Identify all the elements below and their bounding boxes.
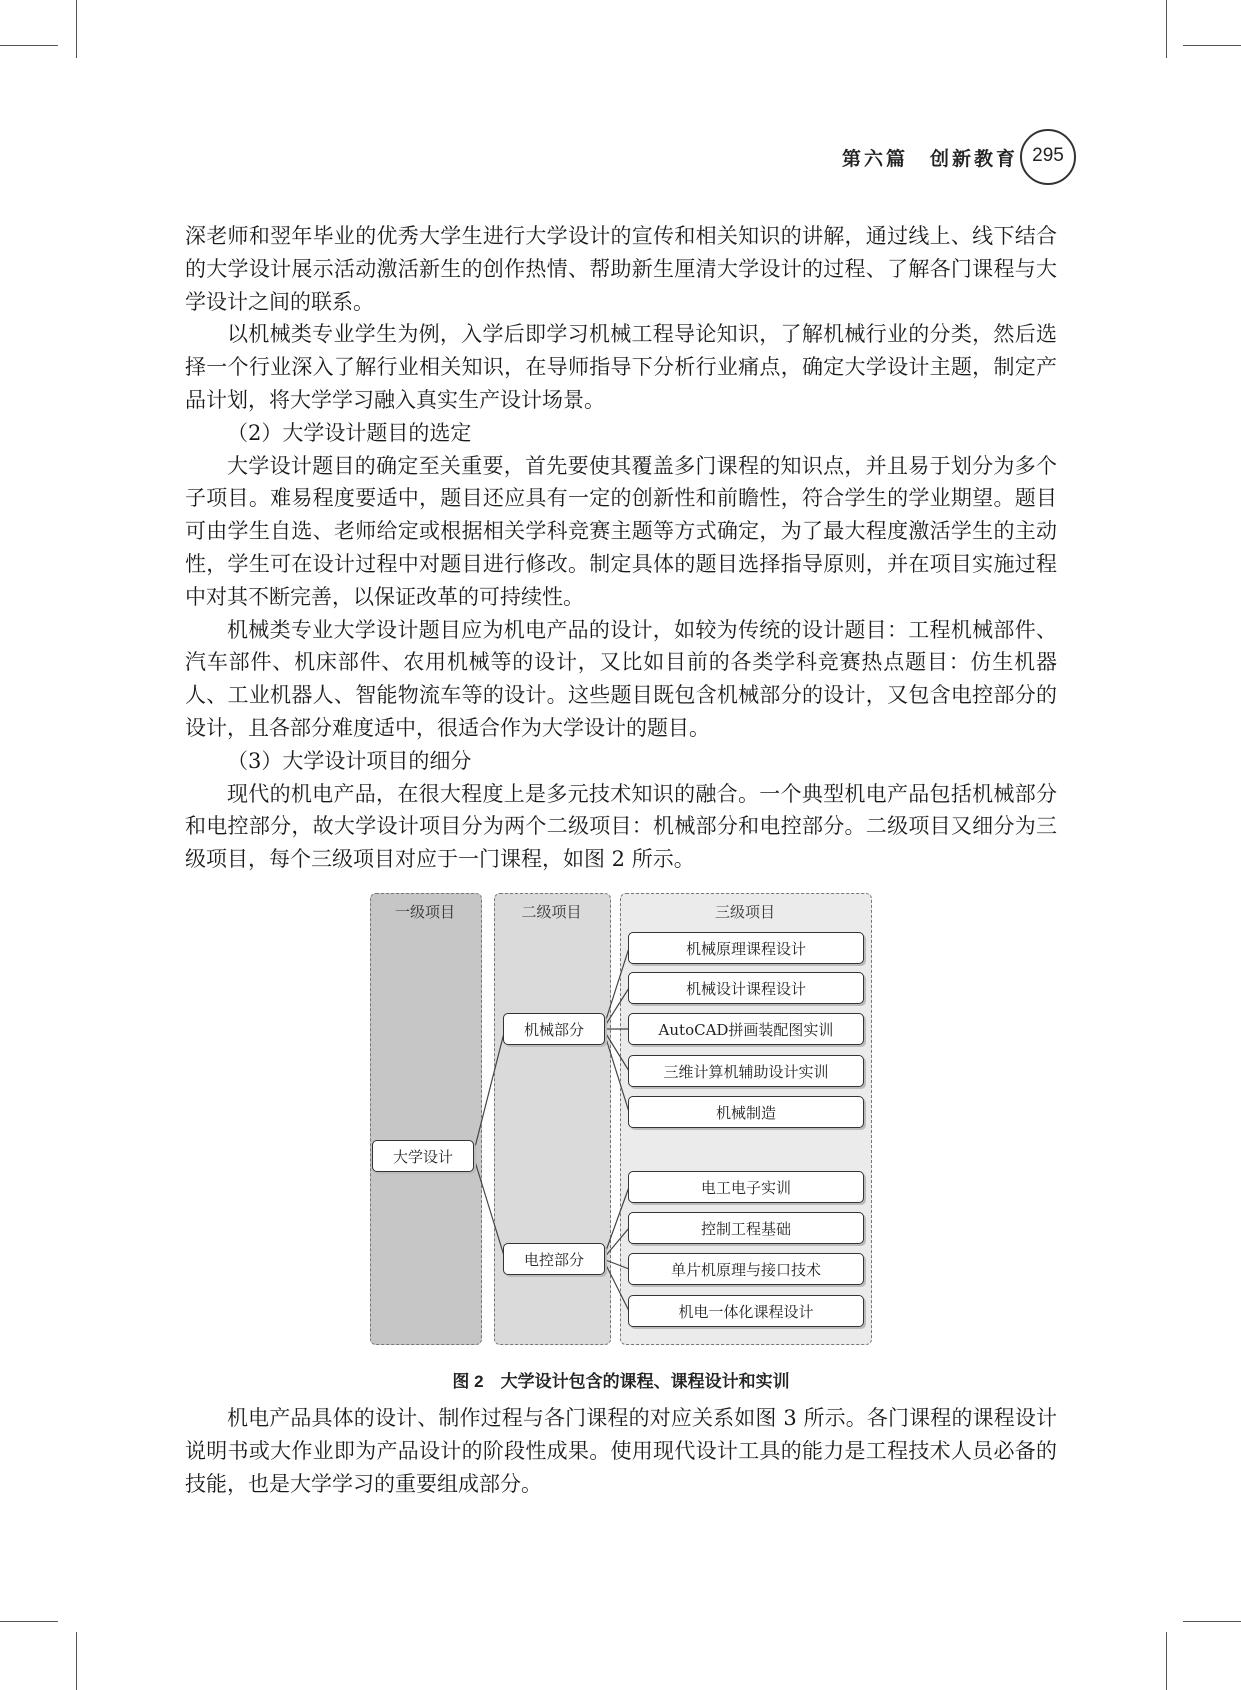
figure-caption: 图 2 大学设计包含的课程、课程设计和实训 bbox=[452, 1372, 790, 1391]
section-heading: （3）大学设计项目的细分 bbox=[227, 748, 472, 773]
paragraph: 现代的机电产品，在很大程度上是多元技术知识的融合。一个典型机电产品包括机械部分和电控部分，故大学设计项目分为两个二级项目：机械部分和电控部分。二级项目又细分为三级项目，每个三级项目对应于一门课程，如图 2 所示。 bbox=[185, 781, 1057, 872]
node-mechanical: 机械部分 bbox=[503, 1013, 605, 1045]
column-header: 一级项目 bbox=[394, 903, 455, 921]
node-course: 机械原理课程设计 bbox=[628, 932, 864, 964]
body-text-after-figure bbox=[185, 1402, 1057, 1500]
crop-mark bbox=[0, 1621, 58, 1622]
crop-mark bbox=[1166, 1632, 1167, 1690]
node-electrical: 电控部分 bbox=[503, 1243, 605, 1275]
paragraph: 机电产品具体的设计、制作过程与各门课程的对应关系如图 3 所示。各门课程的课程设计说明书或大作业即为产品设计的阶段性成果。使用现代设计工具的能力是工程技术人员必备的技能，也是大学学习的重要组成部分。 bbox=[185, 1406, 1057, 1496]
paragraph: 深老师和翌年毕业的优秀大学生进行大学设计的宣传和相关知识的讲解，通过线上、线下结合的大学设计展示活动激活新生的创作热情、帮助新生厘清大学设计的过程、了解各门课程与大学设计之间的联系。 bbox=[185, 224, 1057, 314]
hierarchy-diagram bbox=[360, 893, 880, 1347]
column-header: 三级项目 bbox=[714, 903, 775, 921]
body-text bbox=[185, 220, 1057, 876]
node-course: 单片机原理与接口技术 bbox=[628, 1253, 864, 1285]
crop-mark bbox=[76, 1632, 77, 1690]
paragraph: 以机械类专业学生为例，入学后即学习机械工程导论知识，了解机械行业的分类，然后选择一个行业深入了解行业相关知识，在导师指导下分析行业痛点，确定大学设计主题，制定产品计划，将大学学习融入真实生产设计场景。 bbox=[185, 322, 1057, 412]
node-course: 电工电子实训 bbox=[628, 1171, 864, 1203]
page-number: 295 bbox=[1020, 129, 1076, 185]
node-root: 大学设计 bbox=[372, 1140, 474, 1172]
node-course: AutoCAD拼画装配图实训 bbox=[628, 1013, 864, 1045]
paragraph: 机械类专业大学设计题目应为机电产品的设计，如较为传统的设计题目：工程机械部件、汽车部件、机床部件、农用机械等的设计，又比如目前的各类学科竞赛热点题目：仿生机器人、工业机器人、智能物流车等的设计。这些题目既包含机械部分的设计，又包含电控部分的设计，且各部分难度适中，很适合作为大学设计的题目。 bbox=[185, 617, 1057, 740]
crop-mark bbox=[1166, 0, 1167, 58]
crop-mark bbox=[1183, 1621, 1241, 1622]
column-header: 二级项目 bbox=[521, 903, 582, 921]
crop-mark bbox=[76, 0, 77, 58]
node-course: 机电一体化课程设计 bbox=[628, 1295, 864, 1327]
crop-mark bbox=[1183, 45, 1241, 46]
node-course: 控制工程基础 bbox=[628, 1212, 864, 1244]
node-course: 机械制造 bbox=[628, 1096, 864, 1128]
paragraph: 大学设计题目的确定至关重要，首先要使其覆盖多门课程的知识点，并且易于划分为多个子项目。难易程度要适中，题目还应具有一定的创新性和前瞻性，符合学生的学业期望。题目可由学生自选、老师给定或根据相关学科竞赛主题等方式确定，为了最大程度激活学生的主动性，学生可在设计过程中对题目进行修改。制定具体的题目选择指导原则，并在项目实施过程中对其不断完善，以保证改革的可持续性。 bbox=[185, 453, 1057, 609]
crop-mark bbox=[0, 45, 58, 46]
running-header: 第六篇 创新教育 bbox=[841, 148, 1018, 170]
node-course: 三维计算机辅助设计实训 bbox=[628, 1055, 864, 1087]
node-course: 机械设计课程设计 bbox=[628, 972, 864, 1004]
section-heading: （2）大学设计题目的选定 bbox=[227, 420, 472, 445]
